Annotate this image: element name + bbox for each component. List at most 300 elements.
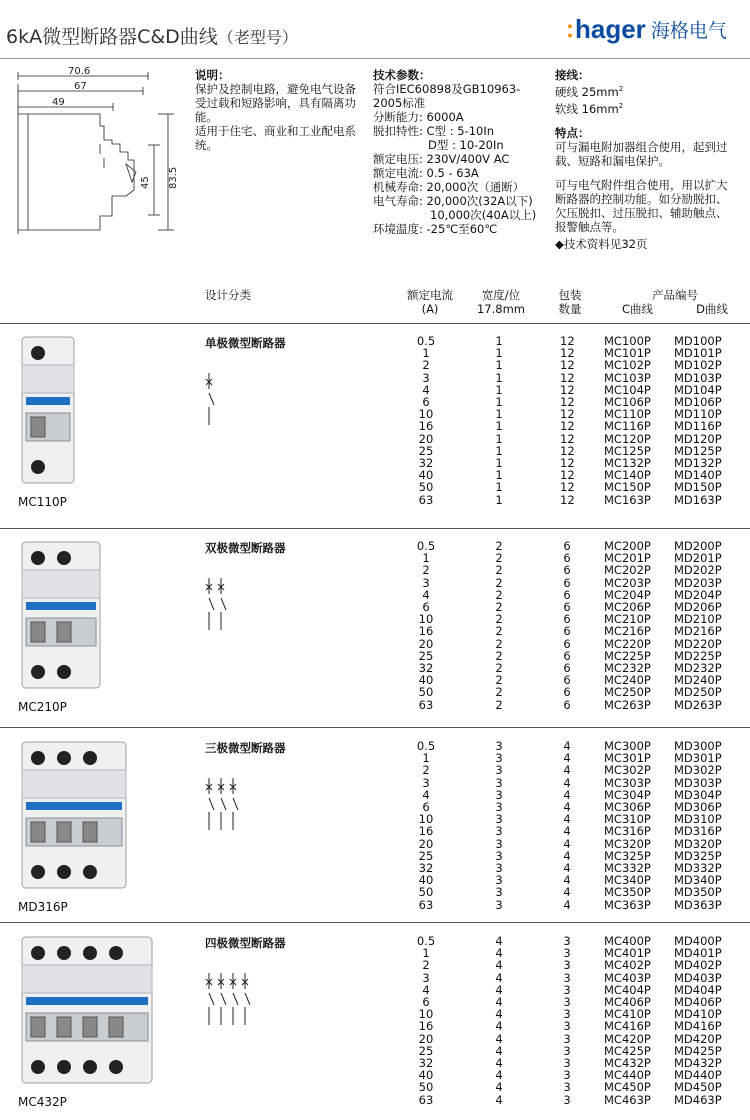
table-row [412,764,734,776]
c-curve-code: MC302P [604,763,651,778]
table-row [412,1081,734,1093]
rated-current: 6 [422,995,430,1010]
pack-qty: 6 [563,612,571,627]
product-rows [412,540,734,711]
rated-current: 1 [422,946,430,961]
tech-trip-c: 脱扣特性: C型 : 5-10In [373,124,495,138]
pack-qty: 6 [563,563,571,578]
tech-elec-life: 电气寿命: 20,000次(32A以下) [373,194,533,208]
c-curve-code: MC300P [604,739,651,753]
d-curve-code: MD402P [674,958,722,973]
pack-qty: 4 [563,885,571,900]
pack-qty: 6 [563,636,571,651]
d-curve-code: MD316P [674,824,722,839]
section-divider [0,323,750,324]
rated-current: 20 [418,431,434,446]
tech-mech-life: 机械寿命: 20,000次（通断） [373,180,525,194]
pack-qty: 12 [560,346,575,361]
d-curve-code: MD400P [674,934,722,948]
width-units: 1 [495,468,503,483]
d-curve-code: MD306P [674,800,722,815]
d-curve-code: MD116P [674,419,722,434]
rated-current: 16 [418,624,434,639]
pack-qty: 4 [563,763,571,778]
c-curve-code: MC106P [604,395,651,410]
c-curve-code: MC100P [604,334,651,348]
product-label: MD316P [18,900,68,914]
d-curve-code: MD200P [674,539,722,553]
width-units: 1 [495,346,503,361]
header-pack: 包装 数量 [558,288,582,316]
rated-current: 32 [418,661,434,676]
rated-current: 0.5 [416,934,436,948]
pack-qty: 4 [563,812,571,827]
c-curve-code: MC150P [604,480,651,495]
width-units: 3 [495,763,503,778]
width-units: 3 [495,812,503,827]
pack-qty: 6 [563,624,571,639]
width-units: 1 [495,456,503,471]
c-curve-code: MC404P [604,982,651,997]
d-curve-code: MD216P [674,624,722,639]
table-row [412,777,734,789]
pack-qty: 12 [560,492,575,507]
rated-current: 10 [418,812,434,827]
d-curve-code: MD420P [674,1031,722,1046]
c-curve-code: MC316P [604,824,651,839]
pack-qty: 12 [560,370,575,385]
d-curve-code: MD206P [674,600,722,615]
d-curve-code: MD302P [674,763,722,778]
table-row [412,686,734,698]
pack-qty: 4 [563,836,571,851]
circuit-symbol [203,578,239,634]
c-curve-code: MC303P [604,775,651,790]
rated-current: 50 [418,685,434,700]
c-curve-code: MC203P [604,575,651,590]
dim-67: 67 [74,81,87,92]
c-curve-code: MC263P [604,697,651,712]
rated-current: 3 [422,970,430,985]
width-units: 4 [495,934,503,948]
width-units: 2 [495,661,503,676]
width-units: 2 [495,539,503,553]
width-units: 2 [495,612,503,627]
rated-current: 4 [422,982,430,997]
table-row [412,359,734,371]
d-curve-code: MD204P [674,587,722,602]
rated-current: 20 [418,636,434,651]
width-units: 3 [495,775,503,790]
table-row [412,959,734,971]
c-curve-code: MC250P [604,685,651,700]
width-units: 2 [495,673,503,688]
d-curve-code: MD410P [674,1007,722,1022]
table-row [412,825,734,837]
rated-current: 4 [422,587,430,602]
rated-current: 3 [422,575,430,590]
table-row [412,838,734,850]
pack-qty: 3 [563,970,571,985]
tech-breaking-capacity: 分断能力: 6000A [373,110,464,124]
d-curve-code: MD232P [674,661,722,676]
d-curve-code: MD110P [674,407,722,422]
d-curve-code: MD463P [674,1092,722,1107]
tech-ambient-temp: 环境温度: -25℃至60℃ [373,222,498,236]
pack-qty: 4 [563,873,571,888]
width-units: 3 [495,861,503,876]
d-curve-code: MD150P [674,480,722,495]
width-units: 3 [495,787,503,802]
table-row [412,638,734,650]
width-units: 2 [495,563,503,578]
width-units: 1 [495,443,503,458]
c-curve-code: MC306P [604,800,651,815]
product-label: MC210P [18,700,67,714]
pack-qty: 4 [563,739,571,753]
product-label: MC432P [18,1095,67,1109]
pack-qty: 12 [560,382,575,397]
tech-rated-current: 额定电流: 0.5 - 63A [373,166,479,180]
pack-qty: 12 [560,431,575,446]
pack-qty: 3 [563,1092,571,1107]
d-curve-code: MD332P [674,861,722,876]
rated-current: 40 [418,468,434,483]
pack-qty: 4 [563,751,571,766]
pack-qty: 12 [560,443,575,458]
c-curve-code: MC102P [604,358,651,373]
product-image [20,740,128,894]
table-row [412,372,734,384]
pack-qty: 6 [563,600,571,615]
d-curve-code: MD403P [674,970,722,985]
rated-current: 25 [418,443,434,458]
c-curve-code: MC101P [604,346,651,361]
page-title: 6kA微型断路器C&D曲线（老型号） [6,26,298,48]
width-units: 3 [495,739,503,753]
c-curve-code: MC120P [604,431,651,446]
rated-current: 25 [418,848,434,863]
c-curve-code: MC332P [604,861,651,876]
circuit-symbol-icon [203,578,239,630]
features-text-2: 可与电气附件组合使用，用以扩大断路器的控制功能。如分励脱扣、欠压脱扣、过压脱扣、辅助触点、报警触点等。 [555,177,728,234]
width-units: 4 [495,970,503,985]
rated-current: 16 [418,1019,434,1034]
d-curve-code: MD350P [674,885,722,900]
d-curve-code: MD104P [674,382,722,397]
rated-current: 6 [422,800,430,815]
circuit-symbol [203,973,263,1029]
d-curve-code: MD203P [674,575,722,590]
width-units: 2 [495,587,503,602]
c-curve-code: MC210P [604,612,651,627]
d-curve-code: MD250P [674,685,722,700]
c-curve-code: MC325P [604,848,651,863]
page-subtitle: （老型号） [217,28,298,47]
width-units: 2 [495,551,503,566]
width-units: 1 [495,395,503,410]
c-curve-code: MC125P [604,443,651,458]
table-row [412,899,734,911]
c-curve-code: MC320P [604,836,651,851]
width-units: 4 [495,995,503,1010]
c-curve-code: MC201P [604,551,651,566]
d-curve-code: MD325P [674,848,722,863]
rated-current: 2 [422,563,430,578]
circuit-symbol-icon [203,373,227,425]
pack-qty: 4 [563,787,571,802]
c-curve-code: MC403P [604,970,651,985]
rated-current: 3 [422,370,430,385]
width-units: 4 [495,1019,503,1034]
rated-current: 1 [422,346,430,361]
d-curve-code: MD310P [674,812,722,827]
description-text-2: 适用于住宅、商业和工业配电系统。 [195,124,356,152]
d-curve-code: MD320P [674,836,722,851]
pack-qty: 6 [563,661,571,676]
wiring-heading: 接线： [555,68,590,82]
description-block [195,68,357,152]
width-units: 1 [495,358,503,373]
width-units: 4 [495,1080,503,1095]
pack-qty: 6 [563,587,571,602]
rated-current: 40 [418,673,434,688]
c-curve-code: MC240P [604,673,651,688]
d-curve-code: MD263P [674,697,722,712]
pack-qty: 3 [563,982,571,997]
d-curve-code: MD210P [674,612,722,627]
c-curve-code: MC200P [604,539,651,553]
pack-qty: 12 [560,395,575,410]
description-text-1: 保护及控制电路，避免电气设备受过载和短路影响，具有隔离功能。 [195,82,356,124]
width-units: 3 [495,897,503,912]
tech-standard: 符合IEC60898及GB10963-2005标准 [373,82,521,110]
rated-current: 1 [422,551,430,566]
section-divider [0,528,750,529]
product-rows [412,335,734,506]
table-row [412,699,734,711]
pack-qty: 4 [563,775,571,790]
width-units: 2 [495,636,503,651]
rated-current: 50 [418,885,434,900]
rated-current: 16 [418,824,434,839]
pack-qty: 12 [560,334,575,348]
rated-current: 0.5 [416,334,436,348]
pack-qty: 4 [563,824,571,839]
section-divider [0,922,750,923]
width-units: 1 [495,480,503,495]
width-units: 1 [495,334,503,348]
pack-qty: 12 [560,407,575,422]
breaker-image [20,740,128,890]
width-units: 3 [495,885,503,900]
d-curve-code: MD300P [674,739,722,753]
c-curve-code: MC103P [604,370,651,385]
d-curve-code: MD201P [674,551,722,566]
product-rows [412,740,734,911]
rated-current: 0.5 [416,539,436,553]
rated-current: 3 [422,775,430,790]
product-rows [412,935,734,1106]
width-units: 2 [495,600,503,615]
dim-49: 49 [52,97,65,108]
breaker-image [20,540,102,690]
rated-current: 20 [418,1031,434,1046]
header-current: 额定电流 (A) [407,288,453,316]
c-curve-code: MC350P [604,885,651,900]
rated-current: 1 [422,751,430,766]
rated-current: 25 [418,1043,434,1058]
pack-qty: 3 [563,934,571,948]
table-row [412,886,734,898]
d-curve-code: MD140P [674,468,722,483]
rated-current: 2 [422,958,430,973]
c-curve-code: MC301P [604,751,651,766]
c-curve-code: MC402P [604,958,651,973]
table-row [412,420,734,432]
pack-qty: 3 [563,1031,571,1046]
rated-current: 10 [418,612,434,627]
d-curve-code: MD432P [674,1056,722,1071]
pack-qty: 6 [563,539,571,553]
pack-qty: 3 [563,1056,571,1071]
pack-qty: 4 [563,861,571,876]
rated-current: 32 [418,1056,434,1071]
width-units: 1 [495,492,503,507]
section-title: 双极微型断路器 [205,541,286,555]
c-curve-code: MC440P [604,1068,651,1083]
d-curve-code: MD301P [674,751,722,766]
rated-current: 20 [418,836,434,851]
d-curve-code: MD363P [674,897,722,912]
rated-current: 4 [422,787,430,802]
d-curve-code: MD450P [674,1080,722,1095]
c-curve-code: MC104P [604,382,651,397]
wiring-features-block [555,68,735,251]
rated-current: 50 [418,480,434,495]
c-curve-code: MC420P [604,1031,651,1046]
pack-qty: 4 [563,897,571,912]
width-units: 2 [495,697,503,712]
d-curve-code: MD163P [674,492,722,507]
d-curve-code: MD303P [674,775,722,790]
width-units: 3 [495,873,503,888]
c-curve-code: MC216P [604,624,651,639]
pack-qty: 4 [563,800,571,815]
features-text-1: 可与漏电附加器组合使用，起到过载、短路和漏电保护。 [555,139,728,168]
pack-qty: 12 [560,419,575,434]
wiring-hard: 硬线 $25mm^2$ [555,84,624,99]
wiring-hard-exp: 2 [618,85,624,93]
rated-current: 32 [418,861,434,876]
width-units: 4 [495,1068,503,1083]
width-units: 4 [495,958,503,973]
rated-current: 40 [418,873,434,888]
pack-qty: 6 [563,697,571,712]
table-row [412,1020,734,1032]
rated-current: 2 [422,763,430,778]
rated-current: 10 [418,1007,434,1022]
features-heading: 特点： [555,125,590,140]
description-heading: 说明： [195,68,230,82]
c-curve-code: MC340P [604,873,651,888]
c-curve-code: MC225P [604,648,651,663]
table-row [412,1094,734,1106]
rated-current: 63 [418,492,434,507]
d-curve-code: MD106P [674,395,722,410]
c-curve-code: MC220P [604,636,651,651]
top-divider [0,58,750,59]
c-curve-code: MC163P [604,492,651,507]
pack-qty: 6 [563,685,571,700]
d-curve-code: MD202P [674,563,722,578]
d-curve-code: MD120P [674,431,722,446]
d-curve-code: MD100P [674,334,722,348]
c-curve-code: MC425P [604,1043,651,1058]
table-row [412,481,734,493]
d-curve-code: MD101P [674,346,722,361]
rated-current: 63 [418,1092,434,1107]
c-curve-code: MC232P [604,661,651,676]
rated-current: 2 [422,358,430,373]
header-code: 产品编号 C曲线 D曲线 [622,288,728,316]
rated-current: 63 [418,897,434,912]
d-curve-code: MD225P [674,648,722,663]
d-curve-code: MD340P [674,873,722,888]
c-curve-code: MC140P [604,468,651,483]
d-curve-code: MD406P [674,995,722,1010]
width-units: 1 [495,370,503,385]
section-divider [0,727,750,728]
rated-current: 40 [418,1068,434,1083]
section-title: 三极微型断路器 [205,741,286,755]
width-units: 3 [495,836,503,851]
c-curve-code: MC310P [604,812,651,827]
d-curve-code: MD125P [674,443,722,458]
rated-current: 50 [418,1080,434,1095]
d-curve-code: MD404P [674,982,722,997]
pack-qty: 3 [563,1007,571,1022]
pack-qty: 6 [563,648,571,663]
d-curve-code: MD102P [674,358,722,373]
pack-qty: 6 [563,673,571,688]
pack-qty: 6 [563,551,571,566]
width-units: 4 [495,946,503,961]
product-image [20,335,76,489]
width-units: 3 [495,800,503,815]
pack-qty: 12 [560,358,575,373]
width-units: 2 [495,685,503,700]
d-curve-code: MD220P [674,636,722,651]
circuit-symbol-icon [203,778,251,830]
width-units: 2 [495,648,503,663]
width-units: 4 [495,1043,503,1058]
width-units: 1 [495,431,503,446]
c-curve-code: MC401P [604,946,651,961]
header-width: 宽度/位 17.8mm [476,288,525,316]
c-curve-code: MC400P [604,934,651,948]
c-curve-code: MC204P [604,587,651,602]
c-curve-code: MC206P [604,600,651,615]
pack-qty: 3 [563,946,571,961]
circuit-symbol [203,373,227,429]
breaker-image [20,935,154,1085]
pack-qty: 3 [563,1043,571,1058]
pack-qty: 3 [563,1068,571,1083]
pack-qty: 12 [560,468,575,483]
c-curve-code: MC406P [604,995,651,1010]
width-units: 4 [495,982,503,997]
